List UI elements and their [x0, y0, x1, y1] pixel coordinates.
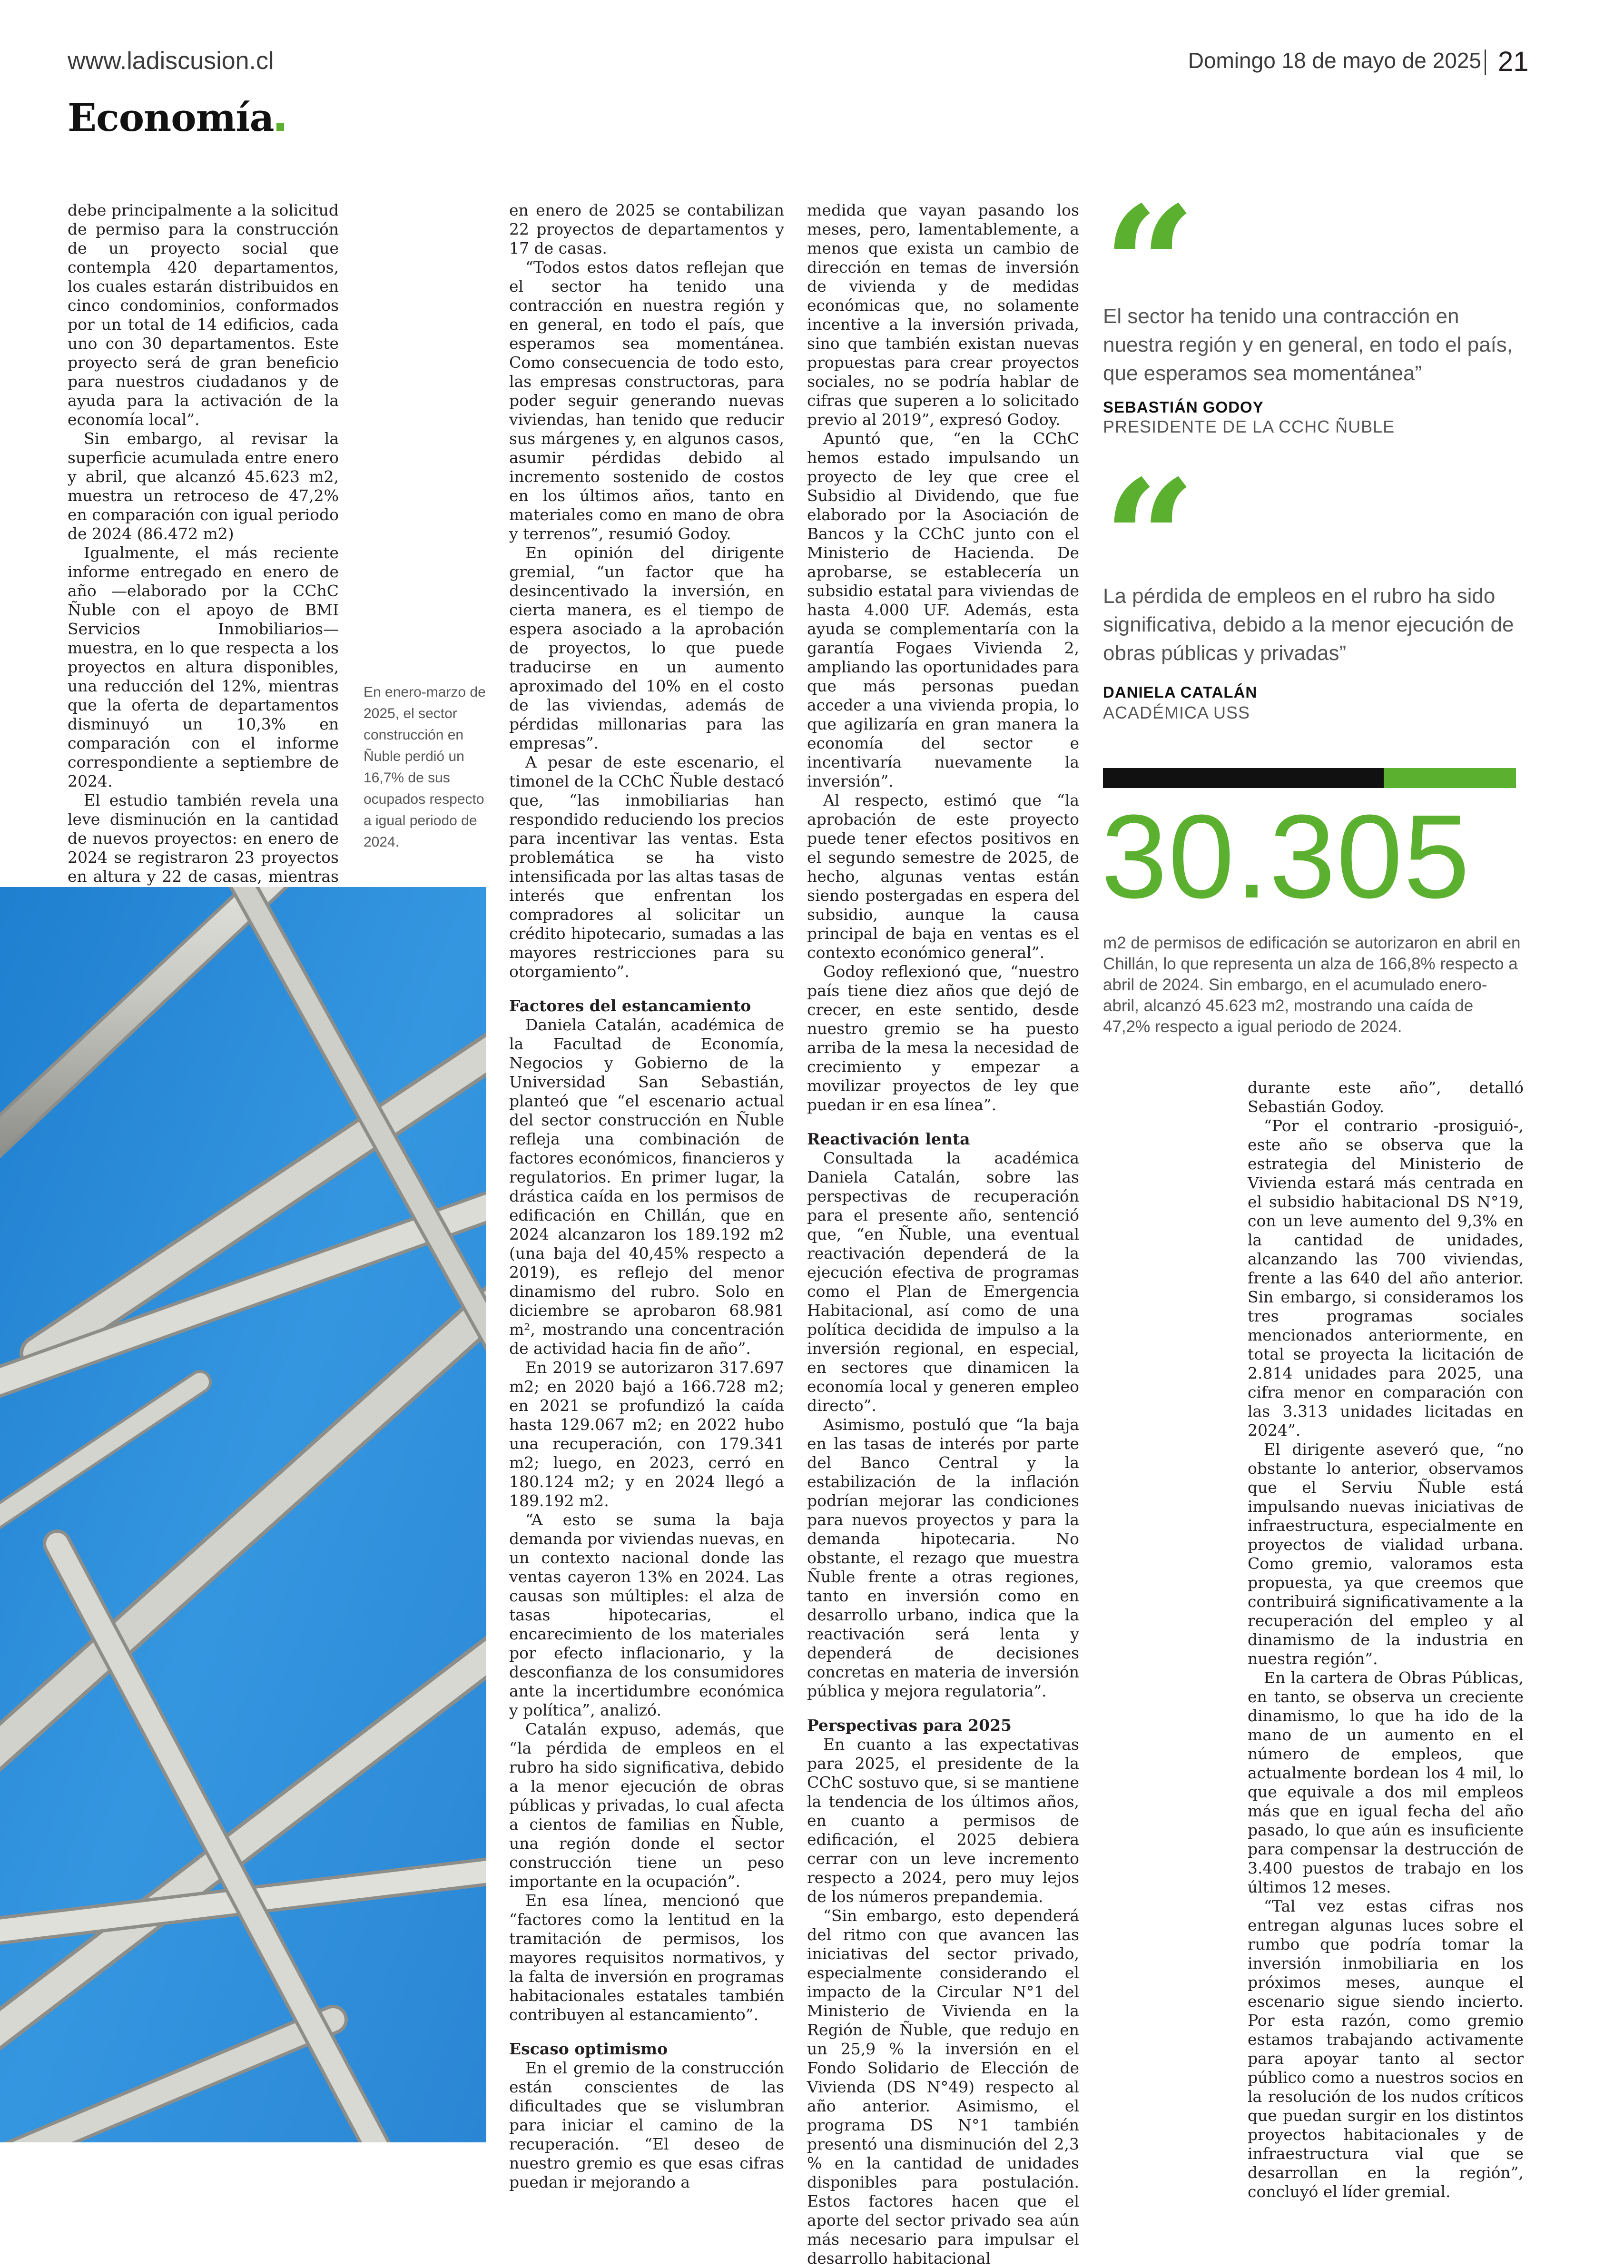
highlight-bar: [1103, 768, 1384, 788]
quote-mark-icon: “: [1103, 445, 1196, 635]
construction-photo: [0, 887, 486, 2142]
article-column-3: [807, 201, 1079, 2268]
paragraph: Al respecto, estimó que “la aprobación de este proyecto puede tener efectos positivos en el segundo semestre de 2025, de hecho, algunas ventas están siendo postergadas en espera del subsidio, aunque la causa principal de baja en ventas es el contexto económico general”.: [807, 791, 1079, 962]
quote-author-role: ACADÉMICA USS: [1103, 703, 1250, 722]
paragraph: En el gremio de la construcción están conscientes de las dificultades que se vislumbran para iniciar el camino de la recuperación. “El deseo de nuestro gremio es que esas cifras puedan ir mejorando a: [509, 2059, 784, 2191]
paragraph: Godoy reflexionó que, “nuestro país tiene diez años que dejó de crecer, en este sentido, desde nuestro gremio se ha puesto arriba de la mesa la necesidad de crecimiento y empezar a movilizar proyectos de ley que puedan ir en esa línea”.: [807, 962, 1079, 1114]
subheading: Perspectivas para 2025: [807, 1716, 1012, 1735]
paragraph: Catalán expuso, además, que “la pérdida de empleos en el rubro ha sido significativa, debido a la menor ejecución de obras públicas y privadas, lo cual afecta a cientos de familias en Ñuble, una región donde el sector construcción tiene un peso importante en la ocupación”.: [509, 1720, 784, 1891]
pull-quote: La pérdida de empleos en el rubro ha sido significativa, debido a la menor ejecución de obras públicas y privadas”: [1103, 584, 1514, 665]
article-column-4: [1248, 1078, 1524, 2201]
paragraph: Asimismo, postuló que “la baja en las tasas de interés por parte del Banco Central y la estabilización de la inflación podrían mejorar las condiciones para nuevos proyectos y para la demanda hipotecaria. No obstante, el rezago que muestra Ñuble frente a otras regiones, tanto en inversión como en desarrollo urbano, indica que la reactivación será lenta y dependerá de decisiones concretas en materia de inversión pública y mejora regulatoria”.: [807, 1415, 1079, 1700]
paragraph: en enero de 2025 se contabilizan 22 proyectos de departamentos y 17 de casas.: [509, 201, 784, 257]
paragraph: “Por el contrario -prosiguió-, este año se observa que la estrategia del Ministerio de Vivienda estará más centrada en el subsidio habitacional DS N°19, con un leve aumento del 9,3% en la cantidad de unidades, alcanzando las 700 viviendas, frente a las 640 del año anterior. Sin embargo, si consideramos los tres programas sociales mencionados anteriormente, en total se proyecta la licitación de 2.814 unidades para 2025, una cifra menor en comparación con las 3.313 unidades licitadas en 2024”.: [1248, 1116, 1524, 1440]
site-url[interactable]: www.ladiscusion.cl: [68, 47, 274, 75]
highlight-bar-accent: [1384, 768, 1516, 788]
paragraph: “Tal vez estas cifras nos entregan algunas luces sobre el rumbo que podría tomar la inversión inmobiliaria en los próximos meses, aunque el escenario sigue siendo incierto. Por esta razón, como gremio estamos trabajando activamente para apoyar tanto al sector público como a nuestros socios en la resolución de los nudos críticos que puedan surgir en los distintos proyectos habitacionales y de infraestructura vial que se desarrollan en la región”, concluyó el líder gremial.: [1248, 1897, 1524, 2201]
paragraph: El estudio también revela una leve disminución en la cantidad de nuevos proyectos: en enero de 2024 se registraron 23 proyectos en altura y 22 de casas, mientras: [68, 791, 339, 886]
pull-quote: El sector ha tenido una contracción en nuestra región y en general, en todo el país, que esperamos sea momentánea”: [1103, 305, 1513, 385]
paragraph: Consultada la académica Daniela Catalán, sobre las perspectivas de recuperación para el presente año, sentenció que, “en Ñuble, una eventual reactivación dependerá de la ejecución efectiva de programas como el Plan de Emergencia Habitacional, así como de una política decidida de impulso a la inversión regional, en especial, en sectores que dinamicen la economía local y generen empleo directo”.: [807, 1149, 1079, 1415]
paragraph: debe principalmente a la solicitud de permiso para la construcción de un proyecto social que contempla 420 departamentos, los cuales estarán distribuidos en cinco condominios, conformados por un total de 14 edificios, cada uno con 30 departamentos. Este proyecto será de gran beneficio para nuestros ciudadanos y de ayuda para la activación de la economía local”.: [68, 201, 339, 429]
paragraph: “Todos estos datos reflejan que el sector ha tenido una contracción en nuestra región y en general, en todo el país, que esperamos sea momentánea. Como consecuencia de todo esto, las empresas constructoras, para poder seguir generando nuevas viviendas, han tenido que reducir sus márgenes y, en algunos casos, asumir pérdidas debido al incremento sostenido de costos en los últimos años, tanto en materiales como en mano de obra y terrenos”, resumió Godoy.: [509, 258, 784, 543]
paragraph: medida que vayan pasando los meses, pero, lamentablemente, a menos que exista un cambio de dirección en temas de inversión de vivienda y de medidas económicas que, no solamente incentive a la inversión privada, sino que también existan nuevas propuestas para crear proyectos sociales, no se podría hablar de cifras que superen a lo solicitado previo al 2019”, expresó Godoy.: [807, 201, 1079, 429]
subheading: Factores del estancamiento: [509, 996, 751, 1015]
section-title: [68, 95, 284, 140]
highlight-number: 30.305: [1101, 790, 1471, 923]
section-dot: [276, 123, 284, 131]
paragraph: durante este año”, detalló Sebastián Godoy.: [1248, 1078, 1524, 1116]
quote-mark-icon: “: [1103, 171, 1196, 361]
quote-author-role: PRESIDENTE DE LA CCHC ÑUBLE: [1103, 417, 1395, 436]
paragraph: El dirigente aseveró que, “no obstante lo anterior, observamos que el Serviu Ñuble está impulsando nuevas iniciativas de infraestructura, especialmente en proyectos de vialidad urbana. Como gremio, valoramos esta propuesta, ya que creemos que contribuirá significativamente a la recuperación del empleo y al dinamismo de la industria en nuestra región”.: [1248, 1440, 1524, 1668]
paragraph: A pesar de este escenario, el timonel de la CChC Ñuble destacó que, “las inmobiliarias han respondido reduciendo los precios para incentivar las ventas. Esta problemática se ha visto intensificada por las altas tasas de interés que enfrentan los compradores al solicitar un crédito hipotecario, sumadas a las mayores restricciones para su otorgamiento”.: [509, 753, 784, 981]
quote-author: DANIELA CATALÁN: [1103, 683, 1258, 701]
paragraph: “Sin embargo, esto dependerá del ritmo con que avancen las iniciativas del sector privado, especialmente considerando el impacto de la Circular N°1 del Ministerio de Vivienda en la Región de Ñuble, que redujo en un 25,9 % la inversión en el Fondo Solidario de Elección de Vivienda (DS N°49) respecto al año anterior. Asimismo, el programa DS N°1 también presentó una disminución del 2,3 % en la cantidad de unidades disponibles para postulación. Estos factores hacen que el aporte del sector privado sea aún más necesario para impulsar el desarrollo habitacional: [807, 1906, 1079, 2268]
paragraph: Igualmente, el más reciente informe entregado en enero de año —elaborado por la CChC Ñuble con el apoyo de BMI Servicios Inmobiliarios— muestra, en lo que respecta a los proyectos en altura disponibles, una reducción del 12%, mientras que la oferta de departamentos disminuyó un 10,3% en comparación con el informe correspondiente a septiembre de 2024.: [68, 543, 339, 790]
page-number: 21: [1498, 46, 1529, 77]
paragraph: Apuntó que, “en la CChC hemos estado impulsando un proyecto de ley que cree el Subsidio al Dividendo, que fue elaborado por la Asociación de Bancos y la CChC junto con el Ministerio de Hacienda. De aprobarse, se establecería un subsidio estatal para viviendas de hasta 4.000 UF. Además, esta ayuda se complementaría con la garantía Fogaes Vivienda 2, ampliando las oportunidades para que más personas puedan acceder a una vivienda propia, lo que agilizaría en gran manera la economía del sector e incentivaría nuevamente la inversión”.: [807, 429, 1079, 790]
article-column-2: [509, 201, 784, 2192]
paragraph: “A esto se suma la baja demanda por viviendas nuevas, en un contexto nacional donde las ventas cayeron 13% en 2024. Las causas son múltiples: el alza de tasas hipotecarias, el encarecimiento de los materiales por efecto inflacionario, y la desconfianza de los consumidores ante la incertidumbre económica y política”, analizó.: [509, 1510, 784, 1719]
quote-author: SEBASTIÁN GODOY: [1103, 398, 1264, 416]
section-title-text: Economía: [68, 95, 274, 140]
subheading: Escaso optimismo: [509, 2040, 668, 2058]
paragraph: En la cartera de Obras Públicas, en tanto, se observa un creciente dinamismo, lo que ha ido de la mano de un aumento en el número de empleos, que actualmente bordean los 4 mil, lo que equivale a dos mil empleos más que en igual fecha del año pasado, lo que aún es insuficiente para compensar la destrucción de 3.400 puestos de trabajo en los últimos 12 meses.: [1248, 1668, 1524, 1896]
issue-date: Domingo 18 de mayo de 2025: [1188, 48, 1481, 73]
subheading: Reactivación lenta: [807, 1130, 970, 1148]
paragraph: En esa línea, mencionó que “factores como la lentitud en la tramitación de permisos, los mayores requisitos normativos, y la falta de inversión en programas habitacionales estatales también contribuyen al estancamiento”.: [509, 1891, 784, 2024]
paragraph: Sin embargo, al revisar la superficie acumulada entre enero y abril, que alcanzó 45.623 m2, muestra un retroceso de 47,2% en comparación con igual periodo de 2024 (86.472 m2): [68, 429, 339, 543]
paragraph: En cuanto a las expectativas para 2025, el presidente de la CChC sostuvo que, si se mantiene la tendencia de los últimos años, en cuanto a permisos de edificación, el 2025 debiera cerrar con un leve incremento respecto a 2024, pero muy lejos de los números prepandemia.: [807, 1735, 1079, 1906]
highlight-description: m2 de permisos de edificación se autorizaron en abril en Chillán, lo que representa un alza de 166,8% respecto a abril de 2024. Sin embargo, en el acumulado enero-abril, alcanzó 45.623 m2, mostrando una caída de 47,2% respecto a igual periodo de 2024.: [1103, 934, 1521, 1036]
paragraph: En 2019 se autorizaron 317.697 m2; en 2020 bajó a 166.728 m2; en 2021 se profundizó la caída hasta 129.067 m2; en 2022 hubo una recuperación, con 179.341 m2; luego, en 2023, cerró en 180.124 m2; y en 2024 llegó a 189.192 m2.: [509, 1358, 784, 1510]
article-column-1: [68, 201, 339, 905]
header-divider: [1485, 49, 1486, 75]
steel-structure-image: [0, 887, 486, 2142]
photo-caption: En enero-marzo de 2025, el sector construcción en Ñuble perdió un 16,7% de sus ocupados respecto a igual periodo de 2024.: [364, 684, 486, 850]
paragraph: Daniela Catalán, académica de la Facultad de Economía, Negocios y Gobierno de la Universidad San Sebastián, planteó que “el escenario actual del sector construcción en Ñuble refleja una combinación de factores económicos, financieros y regulatorios. En primer lugar, la drástica caída en los permisos de edificación en Chillán, que en 2024 alcanzaron los 189.192 m2 (una baja del 40,45% respecto a 2019), es reflejo del menor dinamismo del rubro. Solo en diciembre se aprobaron 68.981 m², mostrando una concentración de actividad hacia fin de año”.: [509, 1016, 784, 1358]
paragraph: En opinión del dirigente gremial, “un factor que ha desincentivado la inversión, en cierta manera, es el tiempo de espera asociado a la aprobación de proyectos, lo que puede traducirse en un aumento aproximado del 10% en el costo de las viviendas, además de pérdidas millonarias para las empresas”.: [509, 543, 784, 752]
